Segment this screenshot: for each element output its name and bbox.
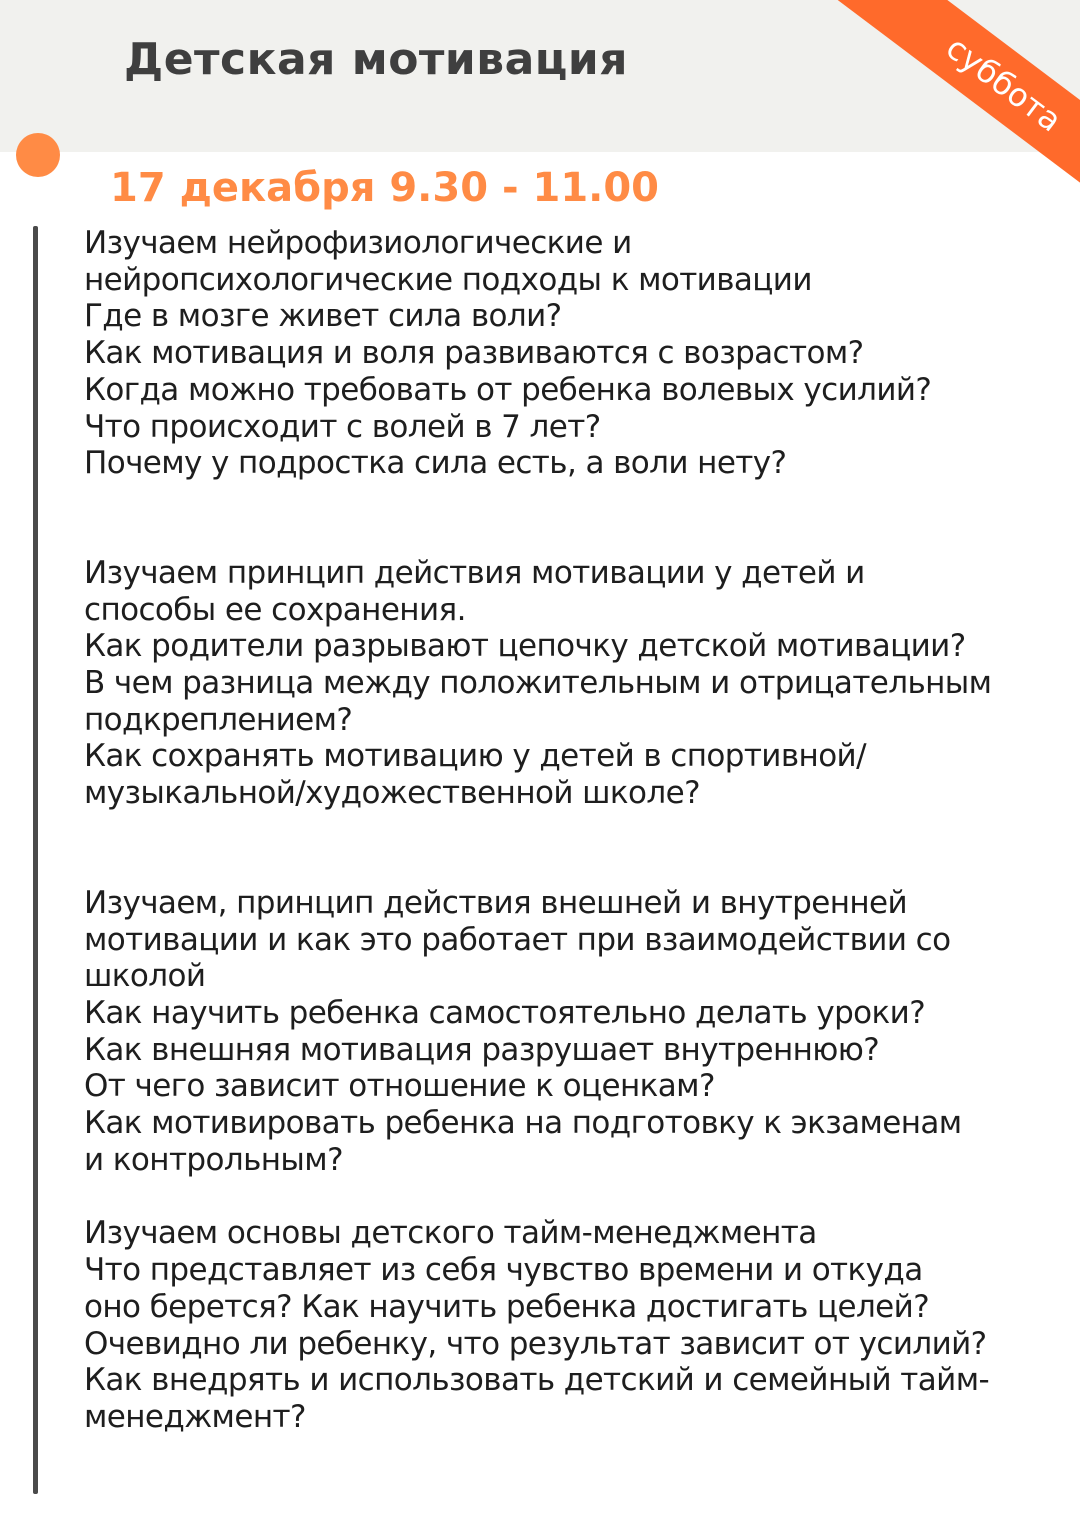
page-title: Детская мотивация [124,34,628,85]
program-section-3 [84,885,1054,1179]
text-line: Как мотивировать ребенка на подготовку к экзаменам [84,1105,962,1142]
program-section-2 [84,555,1054,812]
text-line: В чем разница между положительным и отрицательным [84,665,992,702]
program-section-4 [84,1215,1054,1435]
text-line: Изучаем нейрофизиологические и [84,225,632,261]
text-line: Как родители разрывают цепочку детской мотивации? [84,628,966,665]
text-line: менеджмент? [84,1398,306,1435]
text-line: Как внешняя мотивация разрушает внутреннюю? [84,1031,880,1068]
text-line: музыкальной/художественной школе? [84,775,700,812]
program-section-1 [84,225,1054,482]
section-spacer [84,812,1054,885]
text-line: Как внедрять и использовать детский и семейный тайм- [84,1362,990,1399]
text-line: Как мотивация и воля развиваются с возрастом? [84,335,864,372]
text-line: мотивации и как это работает при взаимодействии со [84,921,951,958]
timeline-vertical-line [33,226,38,1494]
text-line: способы ее сохранения. [84,591,466,628]
program-content [84,225,1054,1436]
text-line: От чего зависит отношение к оценкам? [84,1068,715,1105]
text-line: Как сохранять мотивацию у детей в спортивной/ [84,738,866,775]
text-line: Когда можно требовать от ребенка волевых усилий? [84,371,932,408]
text-line: Очевидно ли ребенку, что результат зависит от усилий? [84,1325,987,1362]
text-line: и контрольным? [84,1141,343,1178]
text-line: школой [84,958,206,995]
event-date-time: 17 декабря 9.30 - 11.00 [110,165,660,211]
orange-dot-marker [16,133,60,177]
text-line: оно берется? Как научить ребенка достигать целей? [84,1288,930,1325]
text-line: Изучаем, принцип действия внешней и внутренней [84,884,908,921]
text-line: Почему у подростка сила есть, а воли нету? [84,445,787,482]
section-spacer [84,482,1054,555]
text-line: Изучаем основы детского тайм-менеджмента [84,1215,817,1252]
text-line: подкреплением? [84,701,353,738]
text-line: Что представляет из себя чувство времени и откуда [84,1252,923,1289]
text-line: нейропсихологические подходы к мотивации [84,261,812,298]
day-ribbon-label: суббота [939,28,1069,140]
text-line: Что происходит с волей в 7 лет? [84,408,601,445]
text-line: Изучаем принцип действия мотивации у детей и [84,554,865,591]
section-spacer [84,1178,1054,1215]
text-line: Как научить ребенка самостоятельно делать уроки? [84,994,926,1031]
text-line: Где в мозге живет сила воли? [84,298,562,335]
